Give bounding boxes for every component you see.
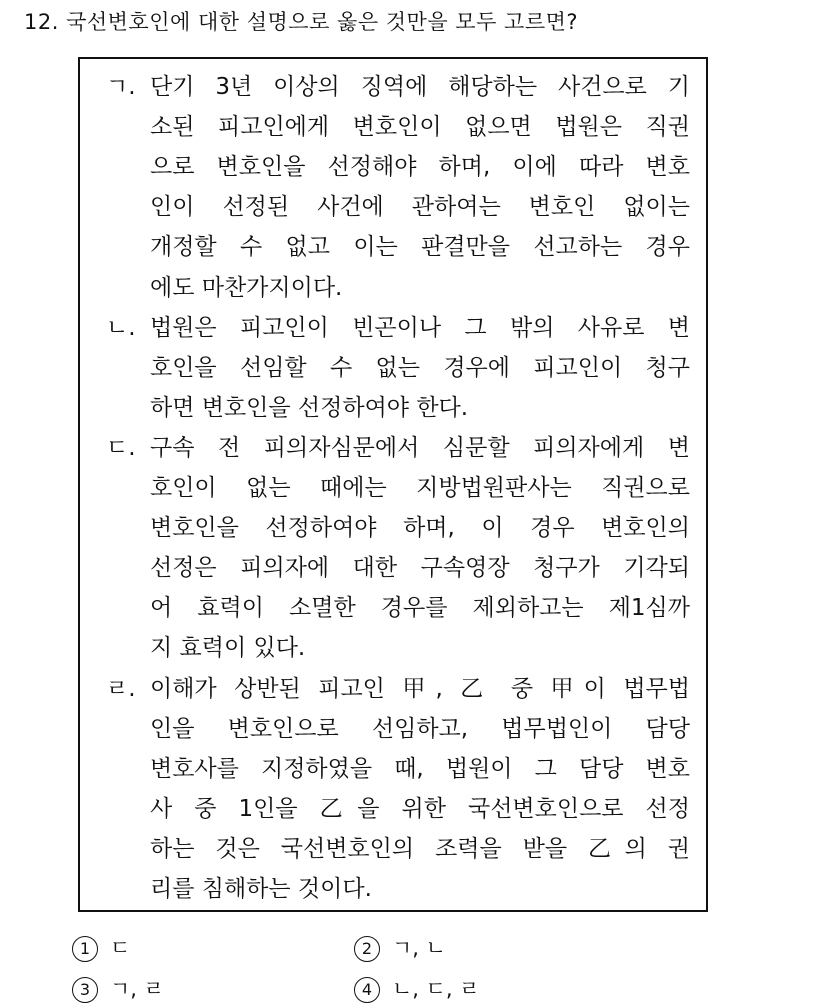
statement-line: 변호사를 지정하였을 때, 법원이 그 담당 변호 [150,755,690,782]
statement-line: 어 효력이 소멸한 경우를 제외하고는 제1심까 [150,595,690,622]
statement-line: 법원은 피고인이 빈곤이나 그 밖의 사유로 변 [150,314,690,341]
choice-number: 4 [354,977,380,1003]
statement-line: 구속 전 피의자심문에서 심문할 피의자에게 변 [150,434,690,461]
statement-line: 호인을 선임할 수 없는 경우에 피고인이 청구 [150,354,690,381]
statement-line: 지 효력이 있다. [150,635,306,662]
statement-line: 하면 변호인을 선정하여야 한다. [150,394,469,421]
statement-marker: ㄷ. [106,434,136,461]
statement-line: 인이 선정된 사건에 관하여는 변호인 없이는 [150,194,690,221]
statement-line: 인을 변호인으로 선임하고, 법무법인이 담당 [150,715,690,742]
statement-line: 단기 3년 이상의 징역에 해당하는 사건으로 기 [150,74,690,100]
statement-line: 에도 마찬가지이다. [150,274,343,301]
choice-number: 2 [354,936,380,962]
choice-text: ㄴ, ㄷ, ㄹ [392,977,480,1001]
statement-line: 이해가 상반된 피고인 甲, 乙 중 甲이 법무법 [150,675,690,702]
statement-marker: ㄹ. [106,675,136,702]
statement-line: 선정은 피의자에 대한 구속영장 청구가 기각되 [150,555,690,582]
choice-2[interactable] [354,932,446,962]
statement-line: 개정할 수 없고 이는 판결만을 선고하는 경우 [150,234,690,261]
statement-marker: ㄴ. [106,314,136,341]
choice-text: ㄱ, ㄹ [110,977,164,1001]
choice-text: ㄷ [110,936,131,960]
choice-number: 1 [72,936,98,962]
statement-line: 으로 변호인을 선정해야 하며, 이에 따라 변호 [150,154,690,181]
statement-line: 소된 피고인에게 변호인이 없으면 법원은 직권 [150,114,690,141]
choice-text: ㄱ, ㄴ [392,936,446,960]
choice-3[interactable] [72,973,164,1003]
statement-line: 호인이 없는 때에는 지방법원판사는 직권으로 [150,474,690,501]
statement-marker: ㄱ. [106,74,136,100]
statement-line: 하는 것은 국선변호인의 조력을 받을 乙의 권 [150,835,690,862]
choice-number: 3 [72,977,98,1003]
statements-box [78,57,708,912]
choice-4[interactable] [354,973,480,1003]
question-text: 12. 국선변호인에 대한 설명으로 옳은 것만을 모두 고르면? [24,10,579,34]
statement-line: 사 중 1인을 乙을 위한 국선변호인으로 선정 [150,795,690,822]
choice-1[interactable] [72,932,130,962]
statement-line: 리를 침해하는 것이다. [150,876,372,902]
statement-line: 변호인을 선정하여야 하며, 이 경우 변호인의 [150,515,690,542]
